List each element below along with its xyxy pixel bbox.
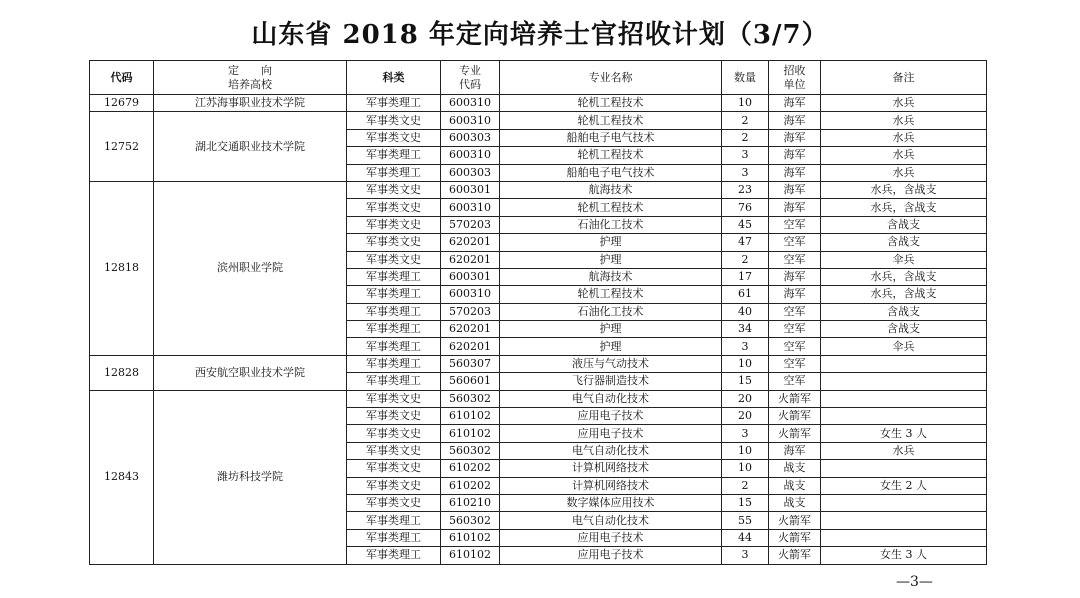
category-cell: 军事类理工 [347, 164, 441, 181]
major-code-cell: 600310 [441, 112, 500, 129]
school-code-cell: 12843 [90, 390, 154, 564]
quantity-cell: 23 [722, 181, 769, 198]
school-code-cell: 12679 [90, 95, 154, 112]
quantity-cell: 20 [722, 390, 769, 407]
major-name-cell: 应用电子技术 [500, 529, 722, 546]
major-code-cell: 600301 [441, 181, 500, 198]
category-cell: 军事类文史 [347, 390, 441, 407]
quantity-cell: 76 [722, 199, 769, 216]
category-cell: 军事类理工 [347, 286, 441, 303]
major-code-cell: 560307 [441, 355, 500, 372]
major-code-cell: 570203 [441, 303, 500, 320]
major-name-cell: 船舶电子电气技术 [500, 164, 722, 181]
quantity-cell: 2 [722, 251, 769, 268]
major-name-cell: 计算机网络技术 [500, 460, 722, 477]
category-cell: 军事类理工 [347, 95, 441, 112]
school-code-cell: 12818 [90, 181, 154, 355]
note-cell [821, 373, 987, 390]
category-cell: 军事类理工 [347, 338, 441, 355]
unit-cell: 火箭军 [769, 408, 821, 425]
note-cell [821, 512, 987, 529]
major-name-cell: 轮机工程技术 [500, 286, 722, 303]
category-cell: 军事类文史 [347, 408, 441, 425]
unit-cell: 空军 [769, 234, 821, 251]
major-name-cell: 护理 [500, 321, 722, 338]
unit-cell: 战支 [769, 494, 821, 511]
major-name-cell: 应用电子技术 [500, 425, 722, 442]
unit-cell: 战支 [769, 460, 821, 477]
quantity-cell: 10 [722, 442, 769, 459]
recruitment-plan-table [89, 60, 987, 565]
unit-cell: 海军 [769, 129, 821, 146]
unit-cell: 战支 [769, 477, 821, 494]
quantity-cell: 15 [722, 494, 769, 511]
quantity-cell: 44 [722, 529, 769, 546]
major-name-cell: 石油化工技术 [500, 216, 722, 233]
major-name-cell: 电气自动化技术 [500, 512, 722, 529]
unit-cell: 海军 [769, 442, 821, 459]
category-cell: 军事类文史 [347, 494, 441, 511]
major-name-cell: 护理 [500, 234, 722, 251]
category-cell: 军事类文史 [347, 112, 441, 129]
unit-cell: 海军 [769, 95, 821, 112]
quantity-cell: 3 [722, 147, 769, 164]
category-cell: 军事类文史 [347, 442, 441, 459]
quantity-cell: 55 [722, 512, 769, 529]
table-body [90, 95, 987, 565]
unit-cell: 火箭军 [769, 529, 821, 546]
category-cell: 军事类理工 [347, 547, 441, 564]
category-cell: 军事类理工 [347, 512, 441, 529]
quantity-cell: 3 [722, 425, 769, 442]
quantity-cell: 47 [722, 234, 769, 251]
quantity-cell: 3 [722, 338, 769, 355]
note-cell: 含战支 [821, 303, 987, 320]
school-name-cell: 潍坊科技学院 [154, 390, 347, 564]
school-name-cell: 西安航空职业技术学院 [154, 355, 347, 390]
category-cell: 军事类文史 [347, 477, 441, 494]
note-cell: 水兵 [821, 95, 987, 112]
note-cell: 含战支 [821, 216, 987, 233]
unit-cell: 火箭军 [769, 425, 821, 442]
note-cell: 水兵，含战支 [821, 199, 987, 216]
quantity-cell: 17 [722, 268, 769, 285]
header-school: 定 向 培养高校 [154, 61, 347, 95]
unit-cell: 海军 [769, 147, 821, 164]
major-name-cell: 护理 [500, 338, 722, 355]
category-cell: 军事类理工 [347, 355, 441, 372]
category-cell: 军事类文史 [347, 199, 441, 216]
major-code-cell: 560302 [441, 390, 500, 407]
note-cell: 水兵 [821, 129, 987, 146]
note-cell [821, 408, 987, 425]
note-cell: 伞兵 [821, 251, 987, 268]
unit-cell: 空军 [769, 338, 821, 355]
quantity-cell: 34 [722, 321, 769, 338]
header-major-code: 专业 代码 [441, 61, 500, 95]
note-cell [821, 460, 987, 477]
major-name-cell: 航海技术 [500, 181, 722, 198]
quantity-cell: 3 [722, 547, 769, 564]
major-name-cell: 数字媒体应用技术 [500, 494, 722, 511]
unit-cell: 海军 [769, 286, 821, 303]
note-cell [821, 529, 987, 546]
category-cell: 军事类理工 [347, 147, 441, 164]
category-cell: 军事类文史 [347, 425, 441, 442]
note-cell: 女生 3 人 [821, 425, 987, 442]
category-cell: 军事类文史 [347, 251, 441, 268]
major-code-cell: 600310 [441, 286, 500, 303]
school-name-cell: 江苏海事职业技术学院 [154, 95, 347, 112]
quantity-cell: 61 [722, 286, 769, 303]
major-code-cell: 600303 [441, 129, 500, 146]
category-cell: 军事类文史 [347, 181, 441, 198]
major-name-cell: 轮机工程技术 [500, 147, 722, 164]
note-cell: 女生 2 人 [821, 477, 987, 494]
major-name-cell: 护理 [500, 251, 722, 268]
table-header-row [90, 61, 987, 95]
note-cell: 含战支 [821, 234, 987, 251]
major-name-cell: 轮机工程技术 [500, 95, 722, 112]
major-code-cell: 610202 [441, 460, 500, 477]
category-cell: 军事类文史 [347, 216, 441, 233]
quantity-cell: 2 [722, 477, 769, 494]
quantity-cell: 2 [722, 129, 769, 146]
major-code-cell: 620201 [441, 234, 500, 251]
header-code: 代码 [90, 61, 154, 95]
major-code-cell: 620201 [441, 321, 500, 338]
quantity-cell: 10 [722, 95, 769, 112]
major-name-cell: 船舶电子电气技术 [500, 129, 722, 146]
major-code-cell: 560302 [441, 512, 500, 529]
category-cell: 军事类文史 [347, 234, 441, 251]
school-code-cell: 12752 [90, 112, 154, 182]
major-code-cell: 560601 [441, 373, 500, 390]
unit-cell: 海军 [769, 164, 821, 181]
note-cell: 水兵，含战支 [821, 268, 987, 285]
unit-cell: 空军 [769, 216, 821, 233]
unit-cell: 海军 [769, 199, 821, 216]
unit-cell: 空军 [769, 303, 821, 320]
unit-cell: 火箭军 [769, 512, 821, 529]
unit-cell: 火箭军 [769, 390, 821, 407]
major-name-cell: 飞行器制造技术 [500, 373, 722, 390]
quantity-cell: 10 [722, 460, 769, 477]
school-name-cell: 滨州职业学院 [154, 181, 347, 355]
major-name-cell: 石油化工技术 [500, 303, 722, 320]
unit-cell: 海军 [769, 181, 821, 198]
note-cell: 伞兵 [821, 338, 987, 355]
category-cell: 军事类理工 [347, 529, 441, 546]
quantity-cell: 45 [722, 216, 769, 233]
major-name-cell: 计算机网络技术 [500, 477, 722, 494]
major-code-cell: 610202 [441, 477, 500, 494]
major-code-cell: 610102 [441, 547, 500, 564]
unit-cell: 空军 [769, 373, 821, 390]
major-code-cell: 600310 [441, 199, 500, 216]
major-code-cell: 610210 [441, 494, 500, 511]
major-name-cell: 轮机工程技术 [500, 199, 722, 216]
quantity-cell: 2 [722, 112, 769, 129]
major-code-cell: 620201 [441, 251, 500, 268]
major-name-cell: 轮机工程技术 [500, 112, 722, 129]
major-code-cell: 600301 [441, 268, 500, 285]
major-name-cell: 液压与气动技术 [500, 355, 722, 372]
note-cell [821, 355, 987, 372]
header-category: 科类 [347, 61, 441, 95]
unit-cell: 空军 [769, 251, 821, 268]
unit-cell: 空军 [769, 321, 821, 338]
major-code-cell: 620201 [441, 338, 500, 355]
quantity-cell: 20 [722, 408, 769, 425]
major-code-cell: 600310 [441, 95, 500, 112]
quantity-cell: 15 [722, 373, 769, 390]
header-note: 备注 [821, 61, 987, 95]
unit-cell: 海军 [769, 268, 821, 285]
category-cell: 军事类理工 [347, 321, 441, 338]
header-major-name: 专业名称 [500, 61, 722, 95]
category-cell: 军事类理工 [347, 373, 441, 390]
note-cell: 女生 3 人 [821, 547, 987, 564]
note-cell: 水兵 [821, 164, 987, 181]
table-row [90, 390, 987, 407]
quantity-cell: 3 [722, 164, 769, 181]
header-unit: 招收 单位 [769, 61, 821, 95]
unit-cell: 海军 [769, 112, 821, 129]
table-row [90, 355, 987, 372]
category-cell: 军事类理工 [347, 303, 441, 320]
table-row [90, 95, 987, 112]
header-quantity: 数量 [722, 61, 769, 95]
note-cell [821, 390, 987, 407]
major-code-cell: 610102 [441, 529, 500, 546]
major-code-cell: 610102 [441, 408, 500, 425]
table-row [90, 181, 987, 198]
major-code-cell: 570203 [441, 216, 500, 233]
unit-cell: 火箭军 [769, 547, 821, 564]
page-title: 山东省 2018 年定向培养士官招收计划（3/7） [251, 20, 829, 50]
major-name-cell: 电气自动化技术 [500, 442, 722, 459]
school-code-cell: 12828 [90, 355, 154, 390]
major-code-cell: 600303 [441, 164, 500, 181]
category-cell: 军事类文史 [347, 129, 441, 146]
unit-cell: 空军 [769, 355, 821, 372]
major-name-cell: 应用电子技术 [500, 408, 722, 425]
page-number: —3— [896, 574, 933, 590]
major-code-cell: 610102 [441, 425, 500, 442]
major-code-cell: 560302 [441, 442, 500, 459]
major-name-cell: 电气自动化技术 [500, 390, 722, 407]
note-cell: 水兵，含战支 [821, 286, 987, 303]
major-name-cell: 应用电子技术 [500, 547, 722, 564]
school-name-cell: 湖北交通职业技术学院 [154, 112, 347, 182]
note-cell: 含战支 [821, 321, 987, 338]
note-cell: 水兵 [821, 112, 987, 129]
note-cell: 水兵 [821, 147, 987, 164]
note-cell [821, 494, 987, 511]
quantity-cell: 40 [722, 303, 769, 320]
table-row [90, 112, 987, 129]
note-cell: 水兵 [821, 442, 987, 459]
major-code-cell: 600310 [441, 147, 500, 164]
category-cell: 军事类理工 [347, 268, 441, 285]
major-name-cell: 航海技术 [500, 268, 722, 285]
note-cell: 水兵，含战支 [821, 181, 987, 198]
category-cell: 军事类文史 [347, 460, 441, 477]
quantity-cell: 10 [722, 355, 769, 372]
